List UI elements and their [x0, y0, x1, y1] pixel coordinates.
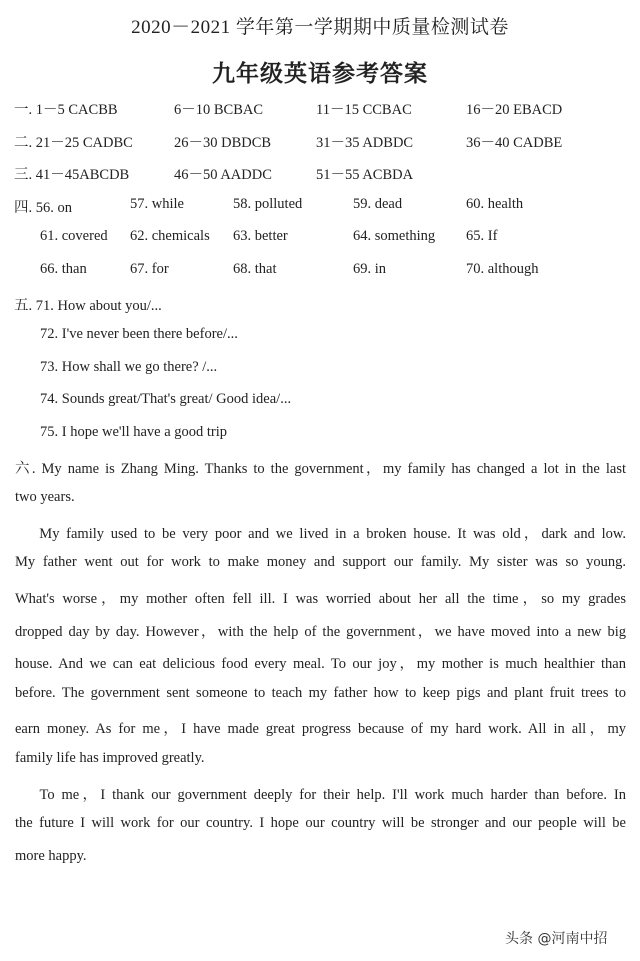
mc-answer-group: 一. 1－5 CACBB — [14, 102, 118, 118]
essay-line: dropped day by day. However，with the help of the government，we have moved into a new big — [15, 623, 626, 640]
essay-line: before. The government sent someone to teach my father how to keep pigs and plant fruit trees to — [15, 684, 626, 701]
cloze-answer: 60. health — [466, 195, 524, 212]
mc-answer-group: 46－50 AADDC — [174, 167, 272, 184]
exam-title: 2020－2021 学年第一学期期中质量检测试卷 — [131, 17, 509, 38]
essay-line: two years. — [15, 489, 75, 506]
dialogue-answer: 五. 71. How about you/... — [14, 297, 162, 314]
mc-answer-group: 36－40 CADBE — [466, 134, 563, 151]
essay-line: 六. My name is Zhang Ming. Thanks to the government，my family has changed a lot in the last — [15, 460, 626, 477]
cloze-answer: 68. that — [233, 261, 277, 277]
cloze-answer: 69. in — [353, 261, 387, 277]
essay-line: My family used to be very poor and we lived in a broken house. It was old，dark and low. — [15, 525, 626, 542]
essay-line: family life has improved greatly. — [15, 750, 205, 766]
essay-line: To me，I thank our government deeply for their help. I'll work much harder than before. In — [15, 786, 626, 803]
cloze-answer: 67. for — [130, 261, 169, 277]
mc-answer-group: 31－35 ADBDC — [316, 134, 414, 151]
mc-answer-group: 51－55 ACBDA — [316, 167, 414, 184]
mc-answer-group: 二. 21－25 CADBC — [14, 134, 133, 151]
mc-answer-group: 26－30 DBDCB — [174, 134, 272, 151]
essay-line: the future I will work for our country. I hope our country will be stronger and our people will be — [15, 815, 626, 832]
essay-line: My father went out for work to make money and support our family. My sister was so young. — [15, 554, 626, 571]
dialogue-answer: 74. Sounds great/That's great/ Good idea/... — [40, 391, 292, 408]
cloze-answer: 57. while — [130, 195, 184, 212]
mc-answer-group: 11－15 CCBAC — [316, 102, 412, 118]
dialogue-answer: 73. How shall we go there? /... — [40, 358, 218, 375]
essay-line: What's worse，my mother often fell ill. I was worried about her all the time，so my grades — [15, 591, 626, 607]
mc-answer-group: 16－20 EBACD — [466, 102, 563, 118]
cloze-answer: 66. than — [40, 261, 87, 277]
cloze-answer: 四. 56. on — [14, 199, 72, 216]
dialogue-answer: 75. I hope we'll have a good trip — [40, 424, 228, 440]
mc-answer-group: 6－10 BCBAC — [174, 102, 264, 118]
essay-line: house. And we can eat delicious food every meal. To our joy，my mother is much healthier than — [15, 656, 626, 673]
cloze-answer: 58. polluted — [233, 195, 303, 212]
watermark: 头条 @河南中招 — [505, 931, 608, 947]
answer-key-title: 九年级英语参考答案 — [212, 61, 428, 86]
cloze-answer: 65. If — [466, 228, 498, 245]
cloze-answer: 62. chemicals — [130, 228, 210, 245]
cloze-answer: 63. better — [233, 228, 288, 245]
dialogue-answer: 72. I've never been there before/... — [40, 326, 238, 343]
cloze-answer: 59. dead — [353, 195, 403, 212]
essay-line: more happy. — [15, 847, 87, 864]
essay-line: earn money. As for me，I have made great progress because of my hard work. All in all，my — [15, 721, 626, 738]
cloze-answer: 61. covered — [40, 228, 108, 245]
cloze-answer: 70. although — [466, 261, 539, 277]
cloze-answer: 64. something — [353, 228, 436, 245]
mc-answer-group: 三. 41－45ABCDB — [14, 167, 130, 184]
